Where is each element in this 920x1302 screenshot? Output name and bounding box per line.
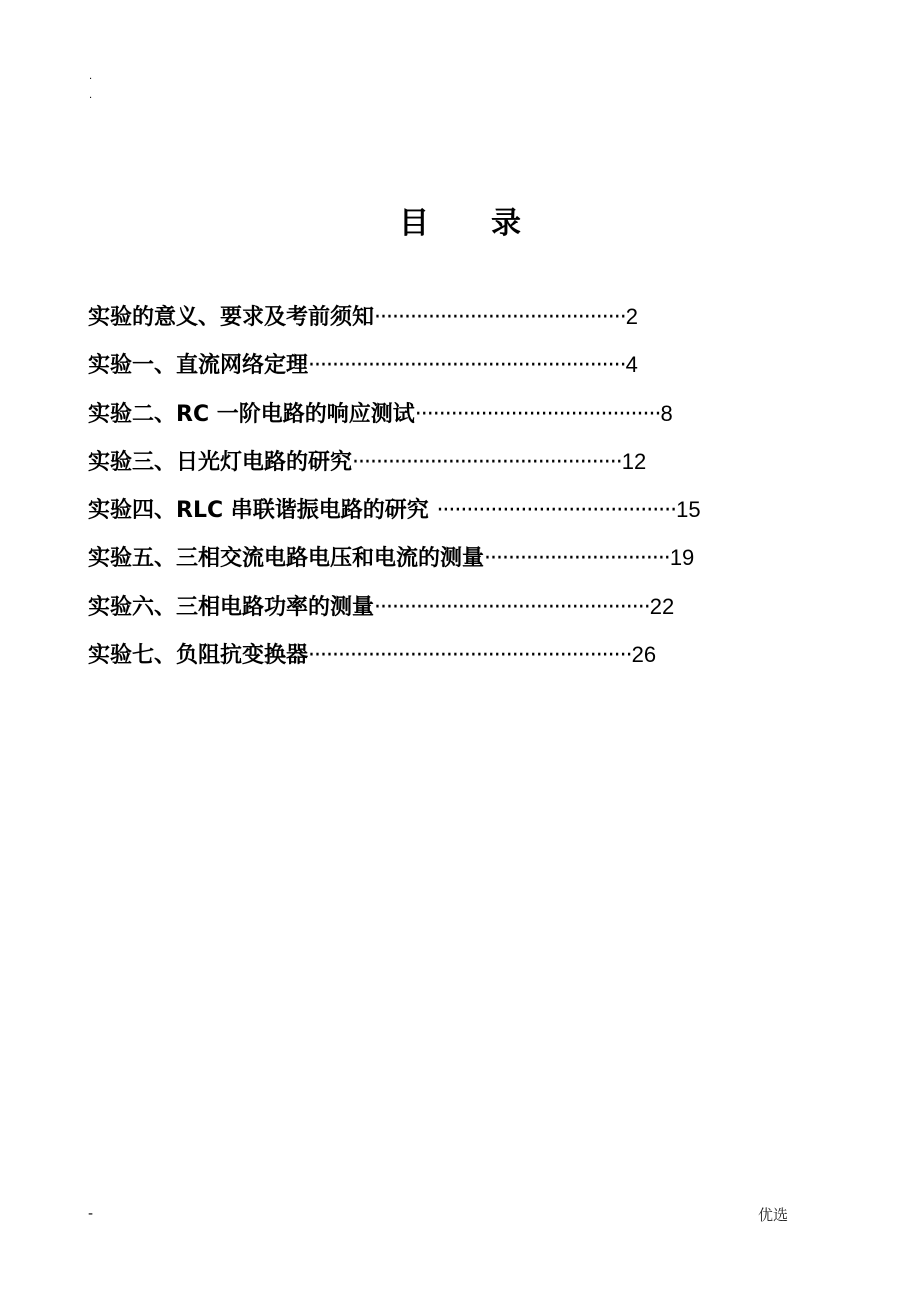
toc-entry-label: 实验五、三相交流电路电压和电流的测量: [88, 546, 485, 572]
title-char: 目: [399, 206, 429, 241]
toc-page-number: 19: [669, 545, 695, 571]
toc-entry-label: 实验一、直流网络定理: [88, 353, 309, 379]
footer-dash: -: [88, 1206, 94, 1222]
toc-entry[interactable]: [88, 638, 828, 686]
toc-entry[interactable]: [88, 348, 828, 396]
page-title: [0, 198, 920, 242]
toc-leader-dots: ·········································: [414, 401, 661, 427]
toc-leader-dots: ··········································: [374, 305, 626, 330]
toc-leader-dots: ·············································: [352, 449, 622, 475]
toc-entry-label: 实验的意义、要求及考前须知: [88, 305, 375, 330]
toc-entry[interactable]: [88, 590, 828, 638]
toc-leader-dots: ······················································: [308, 643, 632, 669]
toc-leader-dots: ·····················································: [308, 353, 626, 379]
toc-entry-label: 实验三、日光灯电路的研究: [88, 449, 353, 475]
toc-page-number: 15: [676, 497, 701, 523]
header-mark: .: [89, 71, 93, 82]
toc-entry-label: 实验二、RC 一阶电路的响应测试: [88, 401, 415, 427]
toc-page-number: 8: [660, 400, 673, 426]
header-mark: .: [89, 90, 93, 101]
toc-entry[interactable]: [88, 445, 828, 493]
toc-page-number: 22: [649, 593, 675, 619]
toc-page-number: 4: [625, 352, 638, 378]
toc-entry[interactable]: [88, 493, 828, 541]
toc-entry-label: 实验六、三相电路功率的测量: [88, 594, 375, 620]
toc-entry[interactable]: [88, 300, 828, 348]
toc-leader-dots: ··············································: [374, 594, 650, 620]
toc-entry[interactable]: [88, 397, 828, 445]
footer-text: 优选: [758, 1206, 789, 1224]
toc-page-number: 12: [621, 448, 647, 474]
toc-entry[interactable]: [88, 541, 828, 589]
toc-leader-dots: ········································: [436, 498, 677, 524]
toc-page-number: 2: [625, 304, 638, 329]
toc-page-number: 26: [631, 642, 657, 668]
table-of-contents: [88, 300, 828, 686]
toc-leader-dots: ·······························: [484, 546, 670, 572]
toc-entry-label: 实验四、RLC 串联谐振电路的研究: [88, 498, 437, 524]
title-char: 录: [491, 206, 521, 241]
toc-entry-label: 实验七、负阻抗变换器: [88, 643, 309, 669]
